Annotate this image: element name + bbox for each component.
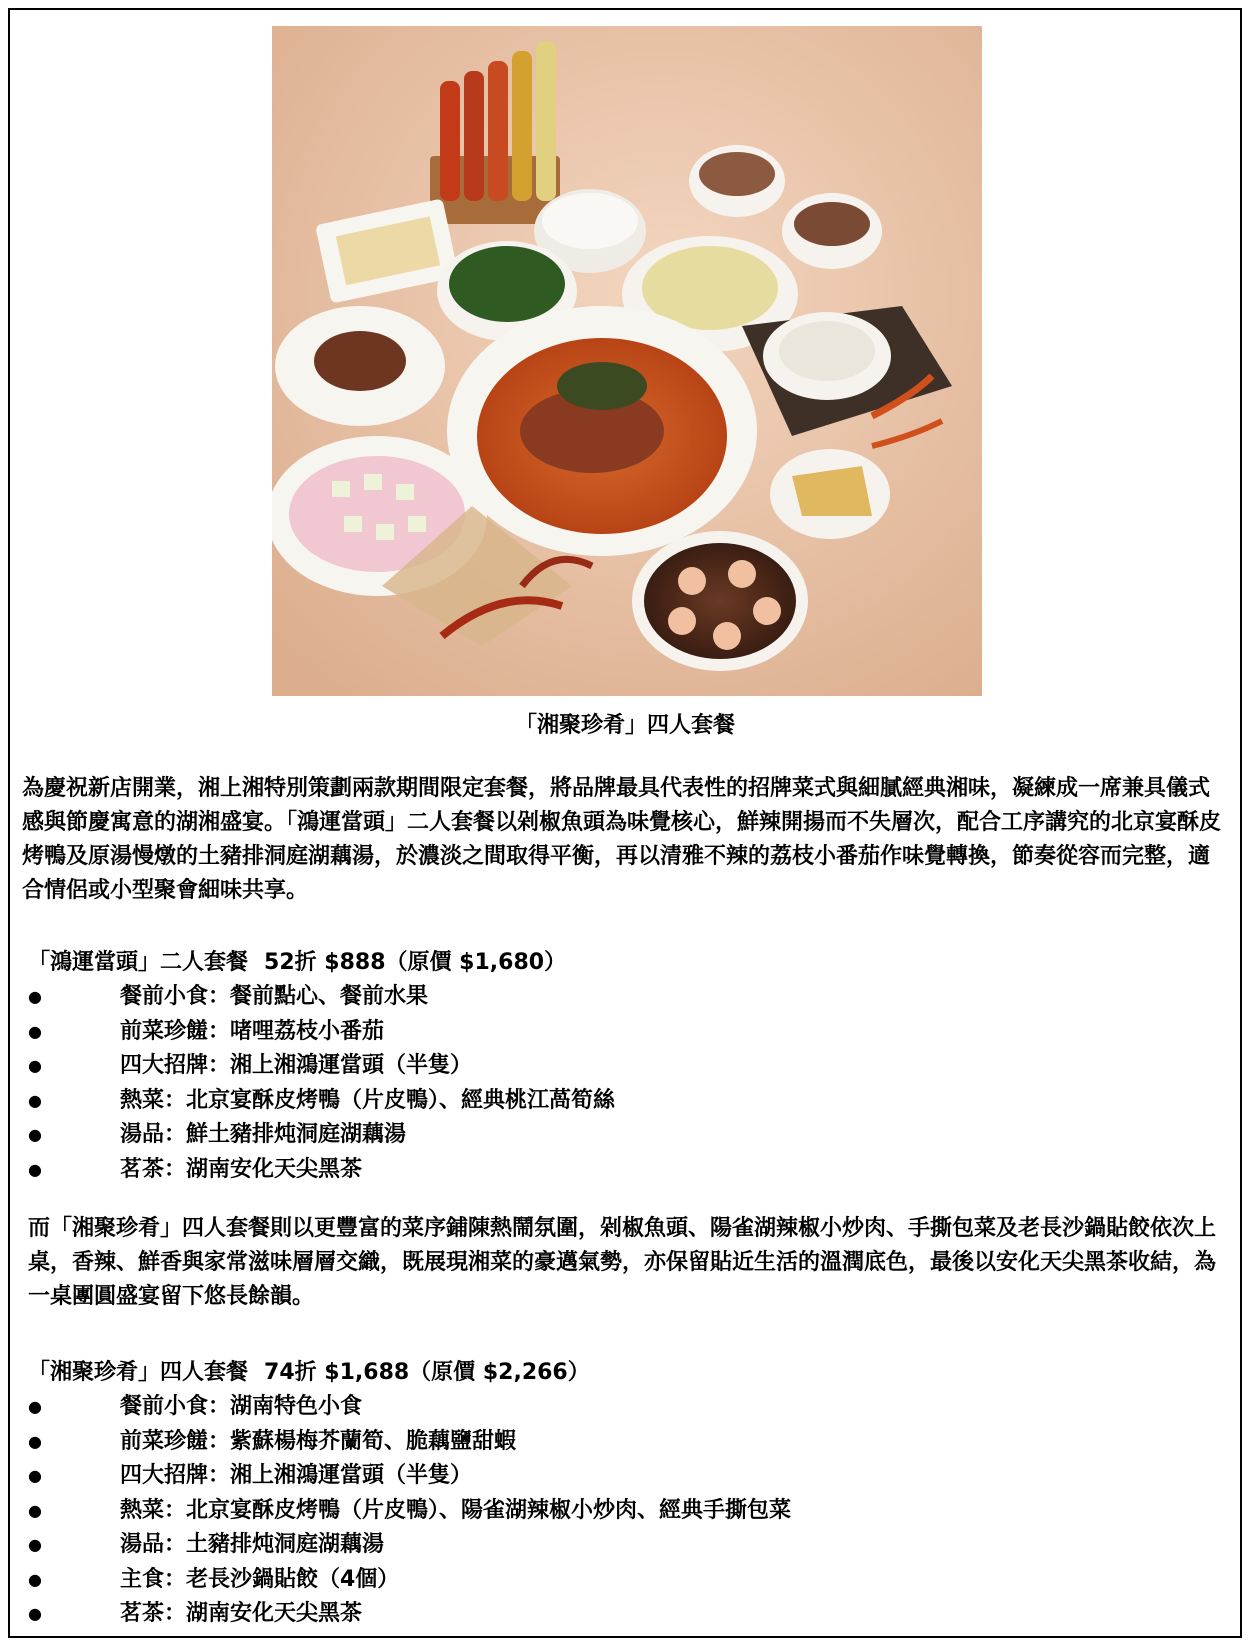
list-item-text: 餐前小食：湖南特色小食: [120, 1394, 363, 1419]
list-item-text: 熱菜：北京宴酥皮烤鴨（片皮鴨）、陽雀湖辣椒小炒肉、經典手撕包菜: [120, 1497, 792, 1523]
bullet-icon: ●: [28, 1466, 42, 1485]
bullet-icon: ●: [28, 1500, 42, 1520]
bullet-icon: ●: [28, 1397, 42, 1416]
menu-title: [28, 946, 1208, 980]
bullet-icon: ●: [28, 987, 42, 1006]
list-item-text: 茗茶：湖南安化天尖黑茶: [120, 1156, 363, 1182]
list-item-text: 四大招牌：湘上湘鴻運當頭（半隻）: [120, 1053, 473, 1078]
second-paragraph: 而「湘聚珍肴」四人套餐則以更豐富的菜序鋪陳熱鬧氛圍，剁椒魚頭、陽雀湖辣椒小炒肉、手撕包菜及老長沙鍋貼餃依次上桌，香辣、鮮香與家常滋味層層交織，既展現湘菜的豪邁氣勢，亦保留貼近生活的溫潤底色，最後以安化天尖黑茶收結，為一桌團圓盛宴留下悠長餘韻。: [28, 1216, 1217, 1309]
bullet-icon: ●: [28, 1569, 42, 1589]
bullet-icon: ●: [28, 1125, 42, 1144]
list-item: [28, 1494, 1208, 1529]
bullet-icon: ●: [28, 1535, 42, 1554]
menu-name: 「湘聚珍肴」四人套餐: [28, 1360, 249, 1385]
list-item-text: 前菜珍饈：紫蘇楊梅芥蘭筍、脆藕鹽甜蝦: [120, 1428, 517, 1454]
list-item: [28, 1049, 1208, 1084]
menu-item-list: [28, 1390, 1208, 1632]
menu-title: [28, 1356, 1208, 1390]
bullet-icon: ●: [28, 1056, 42, 1075]
menu-item-list: [28, 980, 1208, 1187]
intro-paragraph: 為慶祝新店開業，湘上湘特別策劃兩款期間限定套餐，將品牌最具代表性的招牌菜式與細膩經典湘味，凝練成一席兼具儀式感與節慶寓意的湖湘盛宴。「鴻運當頭」二人套餐以剁椒魚頭為味覺核心，鮮辣開揚而不失層次，配合工序講究的北京宴酥皮烤鴨及原湯慢燉的土豬排洞庭湖藕湯，於濃淡之間取得平衡，再以清雅不辣的荔枝小番茄作味覺轉換，節奏從容而完整，適合情侶或小型聚會細味共享。: [22, 776, 1222, 903]
bullet-icon: ●: [28, 1090, 42, 1110]
menu-price: 74折 $1,688（原價 $2,266）: [264, 1360, 590, 1385]
list-item: [28, 1390, 1208, 1425]
list-item-text: 主食：老長沙鍋貼餃（4個）: [120, 1566, 400, 1592]
bullet-icon: ●: [28, 1431, 42, 1451]
list-item: [28, 1528, 1208, 1563]
list-item: [28, 1084, 1208, 1119]
list-item: [28, 1425, 1208, 1460]
banquet-photo: [272, 26, 982, 696]
menu-price: 52折 $888（原價 $1,680）: [264, 950, 567, 975]
bullet-icon: ●: [28, 1159, 42, 1179]
banquet-photo-illustration: [272, 26, 982, 696]
list-item: [28, 1015, 1208, 1050]
list-item: [28, 980, 1208, 1015]
list-item-text: 前菜珍饈：啫哩荔枝小番茄: [120, 1018, 385, 1044]
menu-two-person: [28, 946, 1208, 1187]
bullet-icon: ●: [28, 1021, 42, 1041]
list-item: [28, 1563, 1208, 1598]
photo-caption: 「湘聚珍肴」四人套餐: [514, 713, 735, 738]
list-item-text: 湯品：土豬排炖洞庭湖藕湯: [120, 1532, 385, 1557]
menu-name: 「鴻運當頭」二人套餐: [28, 950, 249, 975]
list-item-text: 四大招牌：湘上湘鴻運當頭（半隻）: [120, 1463, 473, 1488]
list-item-text: 餐前小食：餐前點心、餐前水果: [120, 984, 429, 1009]
list-item-text: 湯品：鮮土豬排炖洞庭湖藕湯: [120, 1122, 407, 1147]
list-item-text: 茗茶：湖南安化天尖黑茶: [120, 1601, 363, 1626]
list-item-text: 熱菜：北京宴酥皮烤鴨（片皮鴨）、經典桃江萵筍絲: [120, 1087, 616, 1113]
list-item: [28, 1597, 1208, 1632]
menu-four-person: [28, 1356, 1208, 1632]
list-item: [28, 1118, 1208, 1153]
list-item: [28, 1153, 1208, 1188]
bullet-icon: ●: [28, 1604, 42, 1623]
list-item: [28, 1459, 1208, 1494]
